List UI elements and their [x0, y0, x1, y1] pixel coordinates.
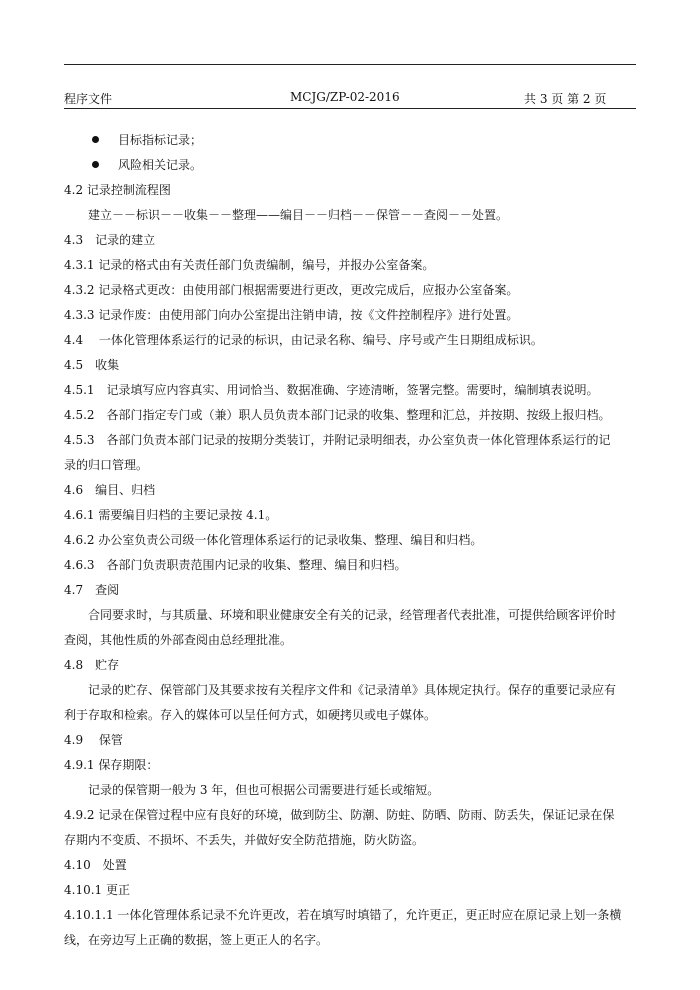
section-heading: 4.10 处置 — [64, 858, 127, 872]
header-page-count: 共 3 页 第 2 页 — [524, 92, 607, 106]
section-heading: 4.6 编目、归档 — [64, 483, 156, 497]
section-heading: 4.3 记录的建立 — [64, 233, 156, 247]
paragraph-text: 记录的贮存、保管部门及其要求按有关程序文件和《记录清单》具体规定执行。保存的重要记录应有 — [88, 683, 617, 697]
bullet-item: 风险相关记录。 — [118, 158, 203, 172]
clause-text: 4.4 一体化管理体系运行的记录的标识，由记录名称、编号、序号或产生日期组成标识。 — [64, 333, 543, 347]
header-doc-type: 程序文件 — [64, 92, 113, 106]
clause-text: 4.6.2 办公室负责公司级一体化管理体系运行的记录收集、整理、编目和归档。 — [64, 533, 483, 547]
section-heading: 4.7 查阅 — [64, 583, 120, 597]
clause-text: 录的归口管理。 — [64, 458, 149, 472]
clause-text: 4.6.3 各部门负责职责范围内记录的收集、整理、编目和归档。 — [64, 558, 407, 572]
section-heading: 4.9 保管 — [64, 733, 123, 747]
clause-text: 线，在旁边写上正确的数据，签上更正人的名字。 — [64, 933, 329, 947]
flow-chart-text: 建立－－标识－－收集－－整理——编目－－归档－－保管－－查阅－－处置。 — [88, 208, 509, 222]
bullet-item: 目标指标记录； — [118, 133, 203, 147]
clause-text: 4.3.2 记录格式更改：由使用部门根据需要进行更改，更改完成后，应报办公室备案。 — [64, 283, 519, 297]
clause-text: 4.9.2 记录在保管过程中应有良好的环境，做到防尘、防潮、防蛀、防晒、防雨、防丢失，保证记录在保 — [64, 808, 615, 822]
clause-text: 4.5.2 各部门指定专门或（兼）职人员负责本部门记录的收集、整理和汇总，并按期、按级上报归档。 — [64, 408, 611, 422]
clause-text: 4.6.1 需要编目归档的主要记录按 4.1。 — [64, 508, 278, 522]
section-heading: 4.5 收集 — [64, 358, 120, 372]
paragraph-text: 记录的保管期一般为 3 年，但也可根据公司需要进行延长或缩短。 — [88, 783, 440, 797]
clause-text: 4.3.1 记录的格式由有关责任部门负责编制，编号，并报办公室备案。 — [64, 258, 435, 272]
clause-text: 4.5.1 记录填写应内容真实、用词恰当、数据准确、字迹清晰，签署完整。需要时，编制填表说明。 — [64, 383, 599, 397]
paragraph-text: 查阅，其他性质的外部查阅由总经理批准。 — [64, 633, 293, 647]
clause-text: 4.10.1 更正 — [64, 883, 130, 897]
paragraph-text: 利于存取和检索。存入的媒体可以呈任何方式，如硬拷贝或电子媒体。 — [64, 708, 437, 722]
header-top-rule — [64, 64, 636, 65]
bullet-dot-icon — [92, 136, 99, 143]
bullet-dot-icon — [92, 161, 99, 168]
section-heading: 4.2 记录控制流程图 — [64, 183, 171, 197]
clause-text: 4.5.3 各部门负责本部门记录的按期分类装订，并附记录明细表，办公室负责一体化管理体系运行的记 — [64, 433, 611, 447]
header-doc-code: MCJG/ZP-02-2016 — [290, 90, 400, 104]
clause-text: 4.9.1 保存期限： — [64, 758, 159, 772]
header-bottom-rule — [64, 108, 636, 109]
paragraph-text: 合同要求时，与其质量、环境和职业健康安全有关的记录，经管理者代表批准，可提供给顾客评价时 — [88, 608, 617, 622]
clause-text: 存期内不变质、不损坏、不丢失，并做好安全防范措施，防火防盗。 — [64, 833, 425, 847]
clause-text: 4.3.3 记录作废：由使用部门向办公室提出注销申请，按《文件控制程序》进行处置。 — [64, 308, 519, 322]
clause-text: 4.10.1.1 一体化管理体系记录不允许更改，若在填写时填错了，允许更正，更正时应在原记录上划一条横 — [64, 908, 622, 922]
section-heading: 4.8 贮存 — [64, 658, 120, 672]
